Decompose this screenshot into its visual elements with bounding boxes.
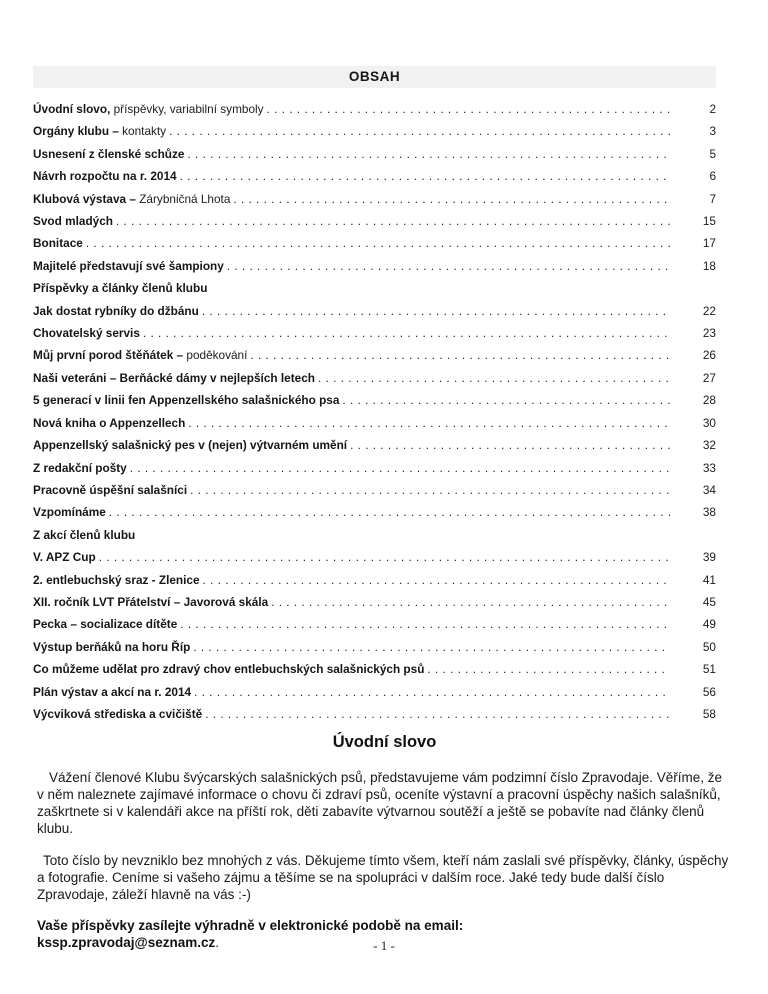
toc-entry-title: Výcviková střediska a cvičiště [33,706,203,721]
toc-entry [33,98,716,120]
toc-dot-leader [86,232,670,254]
toc-page-number: 6 [709,169,716,184]
toc-page-number: 27 [702,370,716,385]
toc-rows [33,98,716,725]
toc-page-number: 32 [702,438,716,453]
toc-entry-title: Plán výstav a akcí na r. 2014 [33,684,192,699]
toc-entry-title: Svod mladých [33,214,113,229]
toc-entry-title: Naši veteráni – Berňácké dámy v nejlepších letech [33,370,315,385]
toc-dot-leader [187,143,670,165]
toc-entry [33,210,716,232]
toc-page-number: 3 [709,124,716,139]
toc-entry-subtitle: poděkování [183,348,248,363]
toc-entry-title: Appenzellský salašnický pes v (nejen) výtvarném umění [33,438,348,453]
toc-page-number: 17 [702,236,716,251]
toc-entry [33,703,716,725]
toc-entry-title: XII. ročník LVT Přátelství – Javorová skála [33,594,269,609]
toc-dot-leader [169,120,670,142]
toc-entry [33,367,716,389]
toc-entry-title: Klubová výstava – [33,191,136,206]
toc-entry-title: Bonitace [33,236,83,251]
toc-entry-title: Úvodní slovo, [33,102,111,116]
toc-entry-title: Nová kniha o Appenzellech [33,415,186,430]
toc-entry [33,681,716,703]
toc-entry [33,344,716,366]
article-intro [37,731,732,951]
toc-entry-title: 2. entlebuchský sraz - Zlenice [33,572,200,587]
toc-entry-title: Z redakční pošty [33,460,127,475]
toc-dot-leader [318,367,670,389]
toc-entry [33,389,716,411]
toc-entry-title: Majitelé představují své šampiony [33,258,224,273]
toc-dot-leader [427,658,670,680]
toc-dot-leader [99,546,670,568]
toc-dot-leader [194,681,670,703]
toc-page-number: 38 [702,505,716,520]
toc-entry [33,501,716,523]
toc-entry [33,546,716,568]
submission-note: Vaše příspěvky zasílejte výhradně v elektronické podobě na email: [37,917,464,933]
toc-dot-leader [205,703,670,725]
toc-entry [33,569,716,591]
toc-page-number: 49 [702,617,716,632]
toc-dot-leader [271,591,670,613]
toc-page-number: 2 [709,102,716,116]
toc-entry [33,613,716,635]
toc-page-number: 51 [702,662,716,677]
toc-entry [33,479,716,501]
toc-dot-leader [193,636,670,658]
toc-entry-title: Vzpomínáme [33,505,106,520]
toc-entry [33,412,716,434]
toc-entry [33,300,716,322]
toc-entry [33,255,716,277]
toc-page-number: 5 [709,146,716,161]
table-of-contents [33,66,716,725]
toc-entry [33,232,716,254]
toc-entry-title: Co můžeme udělat pro zdravý chov entlebuchských salašnických psů [33,662,425,677]
toc-dot-leader [267,98,670,120]
toc-dot-leader [350,434,670,456]
toc-entry-title: Chovatelský servis [33,326,140,341]
toc-entry-subtitle: kontakty [118,124,167,139]
toc-dot-leader [143,322,670,344]
toc-dot-leader [227,255,670,277]
email-address: kssp.zpravodaj@seznam.cz [37,934,216,950]
toc-entry [33,636,716,658]
toc-page-number: 28 [702,393,716,408]
toc-dot-leader [188,412,670,434]
toc-entry [33,277,716,299]
toc-entry-subtitle: příspěvky, variabilní symboly [110,102,264,116]
toc-dot-leader [180,165,670,187]
toc-entry-title: V. APZ Cup [33,550,96,565]
toc-page-number: 7 [709,191,716,206]
toc-page-number: 45 [702,594,716,609]
toc-page-number: 58 [702,706,716,721]
toc-entry-title: Jak dostat rybníky do džbánu [33,303,199,318]
toc-dot-leader [116,210,670,232]
toc-page-number: 33 [702,460,716,475]
toc-dot-leader [180,613,670,635]
toc-page-number: 39 [702,550,716,565]
toc-page-number: 50 [702,639,716,654]
email-suffix: . [215,934,220,950]
toc-entry-title: Výstup berňáků na horu Říp [33,639,191,654]
toc-dot-leader [190,479,670,501]
toc-entry-title: Návrh rozpočtu na r. 2014 [33,169,177,184]
toc-page-number: 18 [702,258,716,273]
toc-entry-title: 5 generací v linii fen Appenzellského salašnického psa [33,393,340,408]
toc-page-number: 34 [702,482,716,497]
toc-dot-leader [203,569,670,591]
toc-dot-leader [109,501,670,523]
toc-page-number: 15 [702,214,716,229]
toc-entry-subtitle: Zárybničná Lhota [135,191,231,206]
toc-title: OBSAH [33,66,716,88]
toc-page-number: 23 [702,326,716,341]
article-title: Úvodní slovo [332,733,437,751]
toc-entry-title: Příspěvky a články členů klubu [33,281,208,296]
toc-entry-title: Pracovně úspěšní salašníci [33,482,188,497]
toc-page-number: 26 [702,348,716,363]
toc-dot-leader [250,344,670,366]
toc-entry [33,143,716,165]
page-number-footer: - 1 - [373,938,395,953]
toc-entry [33,434,716,456]
toc-entry [33,322,716,344]
toc-entry [33,165,716,187]
toc-entry [33,120,716,142]
toc-entry [33,524,716,546]
toc-dot-leader [130,457,670,479]
article-paragraph-2: Toto číslo by nevzniklo bez mnohých z vás. Děkujeme tímto všem, kteří nám zaslali své příspěvky, články, úspěchy a fotografie. Ceníme si vašeho zájmu a těšíme se na spolupráci v dalším roce. Jaké tedy bude další číslo Zpravodaje, záleží hlavně na vás :-) [37,853,729,902]
toc-entry [33,188,716,210]
toc-page-number: 41 [702,572,716,587]
toc-page-number: 30 [702,415,716,430]
toc-dot-leader [233,188,670,210]
toc-entry [33,457,716,479]
toc-dot-leader [342,389,670,411]
toc-entry-title: Z akcí členů klubu [33,527,136,542]
toc-page-number: 56 [702,684,716,699]
toc-entry-title: Můj první porod štěňátek – [33,348,184,363]
toc-entry [33,658,716,680]
toc-entry-title: Pecka – socializace dítěte [33,617,178,632]
toc-entry-title: Orgány klubu – [33,124,119,139]
toc-entry-title: Usnesení z členské schůze [33,146,185,161]
article-paragraph-1: Vážení členové Klubu švýcarských salašnických psů, představujeme vám podzimní číslo Zpravodaje. Věříme, že v něm naleznete zajímavé informace o chovu či zdraví psů, oceníte výstavní a pracovní úspěchy našich salašníků, zaškrtnete si v kalendáři akce na příští rok, děti zabavíte výtvarnou soutěží a ještě se pobavíte nad články členů klubu. [37,770,723,836]
toc-page-number: 22 [702,303,716,318]
toc-entry [33,591,716,613]
toc-dot-leader [202,300,670,322]
